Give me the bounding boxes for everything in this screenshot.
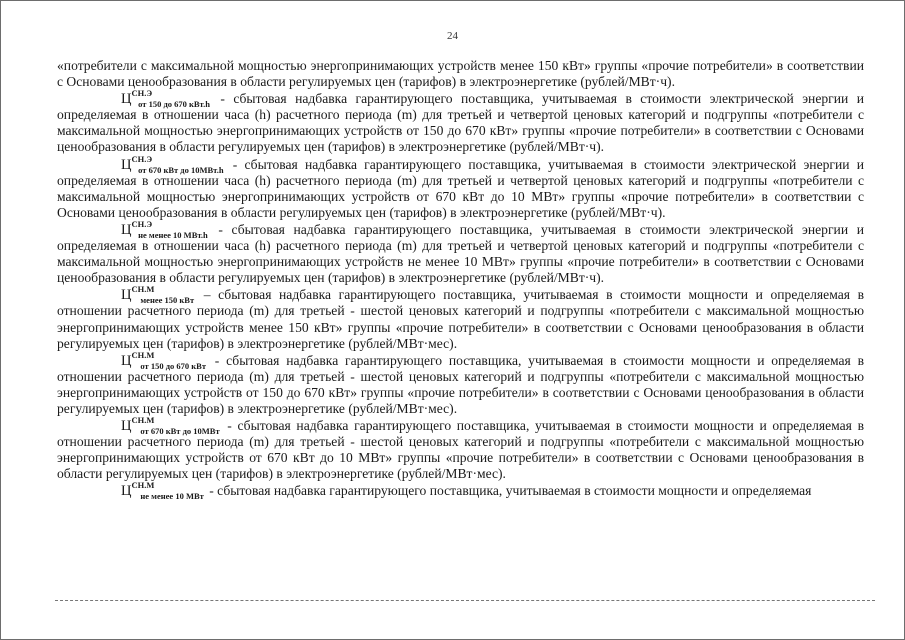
symbol-base: Ц — [121, 221, 132, 238]
scan-bottom-dash-line — [55, 580, 875, 601]
symbol-subscript: от 670 кВт до 10МВт.h — [138, 164, 224, 175]
symbol-superscript: СН.Э — [131, 218, 153, 229]
symbol-superscript: СН.Э — [131, 153, 153, 164]
paragraph-text: – сбытовая надбавка гарантирующего поставщика, учитываемая в стоимости мощности и определяемая в отношении расчетного периода (m) для третьей - шестой ценовых категорий и подгруппы «потребители с максимальной мощностью энергопринимающих устройств менее 150 кВт» группы «прочие потребители» в соответствии с Основами ценообразования в области регулируемых цен (тарифов) в электроэнергетике (рублей/МВт·мес). — [57, 287, 865, 351]
symbol-superscript: СН.Э — [131, 88, 153, 99]
symbol-base: Ц — [121, 418, 132, 435]
tariff-symbol — [89, 284, 195, 306]
symbol-base: Ц — [121, 287, 132, 304]
symbol-base: Ц — [121, 91, 132, 108]
definition-paragraph — [57, 218, 864, 286]
symbol-base: Ц — [121, 352, 132, 369]
page-number: 24 — [447, 30, 458, 42]
symbol-subscript: от 150 до 670 кВт — [140, 360, 206, 371]
document-body — [57, 58, 864, 500]
paragraph-text: - сбытовая надбавка гарантирующего поставщика, учитываемая в стоимости электрической энергии и определяемая в отношении часа (h) расчетного периода (m) для третьей и четвертой ценовых категорий и подгруппы «потребители с максимальной мощностью энергопринимающих устройств от 150 до 670 кВт» группы «прочие потребители» в соответствии с Основами ценообразования в области регулируемых цен (тарифов) в электроэнергетике (рублей/МВт·ч). — [57, 91, 864, 155]
symbol-subscript: менее 150 кВт — [140, 295, 195, 306]
symbol-superscript: СН.М — [131, 415, 155, 426]
paragraph-text: - сбытовая надбавка гарантирующего поставщика, учитываемая в стоимости электрической энергии и определяемая в отношении часа (h) расчетного периода (m) для третьей и четвертой ценовых категорий и подгруппы «потребители с максимальной мощностью энергопринимающих устройств от 670 кВт до 10 МВт» группы «прочие потребители» в соответствии с Основами ценообразования в области регулируемых цен (тарифов) в электроэнергетике (рублей/МВт·ч). — [57, 156, 864, 220]
paragraph-text: - сбытовая надбавка гарантирующего поставщика, учитываемая в стоимости мощности и определяемая в отношении расчетного периода (m) для третьей - шестой ценовых категорий и подгруппы «потребители с максимальной мощностью энергопринимающих устройств от 670 кВт до 10 МВт» группы «прочие потребители» в соответствии с Основами ценообразования в области регулируемых цен (тарифов) в электроэнергетике (рублей/МВт·мес). — [57, 418, 864, 482]
symbol-superscript: СН.М — [131, 349, 155, 360]
tariff-symbol — [89, 480, 204, 502]
paragraph-text: - сбытовая надбавка гарантирующего поставщика, учитываемая в стоимости электрической энергии и определяемая в отношении часа (h) расчетного периода (m) для третьей и четвертой ценовых категорий и подгруппы «потребители с максимальной мощностью энергопринимающих устройств не менее 10 МВт» группы «прочие потребители» в соответствии с Основами ценообразования в области регулируемых цен (тарифов) в электроэнергетике (рублей/МВт·ч). — [57, 221, 864, 286]
tariff-symbol — [89, 88, 210, 110]
symbol-subscript: не менее 10 МВт.h — [138, 229, 208, 240]
definition-paragraph-cut — [57, 480, 864, 502]
symbol-base: Ц — [121, 156, 132, 173]
definition-paragraph — [57, 349, 864, 417]
paragraph-continuation — [57, 58, 864, 90]
paragraph-text: «потребители с максимальной мощностью энергопринимающих устройств менее 150 кВт» группы «прочие потребители» в соответствии с Основами ценообразования в области регулируемых цен (тарифов) в электроэнергетике (рублей/МВт·ч). — [57, 58, 864, 90]
symbol-superscript: СН.М — [131, 480, 155, 491]
definition-paragraph — [57, 153, 864, 221]
tariff-symbol — [89, 218, 208, 240]
symbol-subscript: не менее 10 МВт — [140, 491, 204, 502]
symbol-subscript: от 670 кВт до 10МВт — [140, 426, 220, 437]
definition-paragraph — [57, 415, 864, 482]
tariff-symbol — [89, 415, 220, 437]
definition-paragraph — [57, 284, 865, 351]
paragraph-text: - сбытовая надбавка гарантирующего поставщика, учитываемая в стоимости мощности и определяемая — [209, 483, 812, 499]
symbol-base: Ц — [121, 483, 132, 500]
tariff-symbol — [89, 349, 206, 371]
definition-paragraph — [57, 88, 864, 155]
paragraph-text: - сбытовая надбавка гарантирующего поставщика, учитываемая в стоимости мощности и определяемая в отношении расчетного периода (m) для третьей - шестой ценовых категорий и подгруппы «потребители с максимальной мощностью энергопринимающих устройств от 150 до 670 кВт» группы «прочие потребители» в соответствии с Основами ценообразования в области регулируемых цен (тарифов) в электроэнергетике (рублей/МВт·мес). — [57, 352, 864, 416]
symbol-subscript: от 150 до 670 кВт.h — [138, 99, 210, 110]
symbol-superscript: СН.М — [131, 284, 155, 295]
tariff-symbol — [89, 153, 224, 175]
